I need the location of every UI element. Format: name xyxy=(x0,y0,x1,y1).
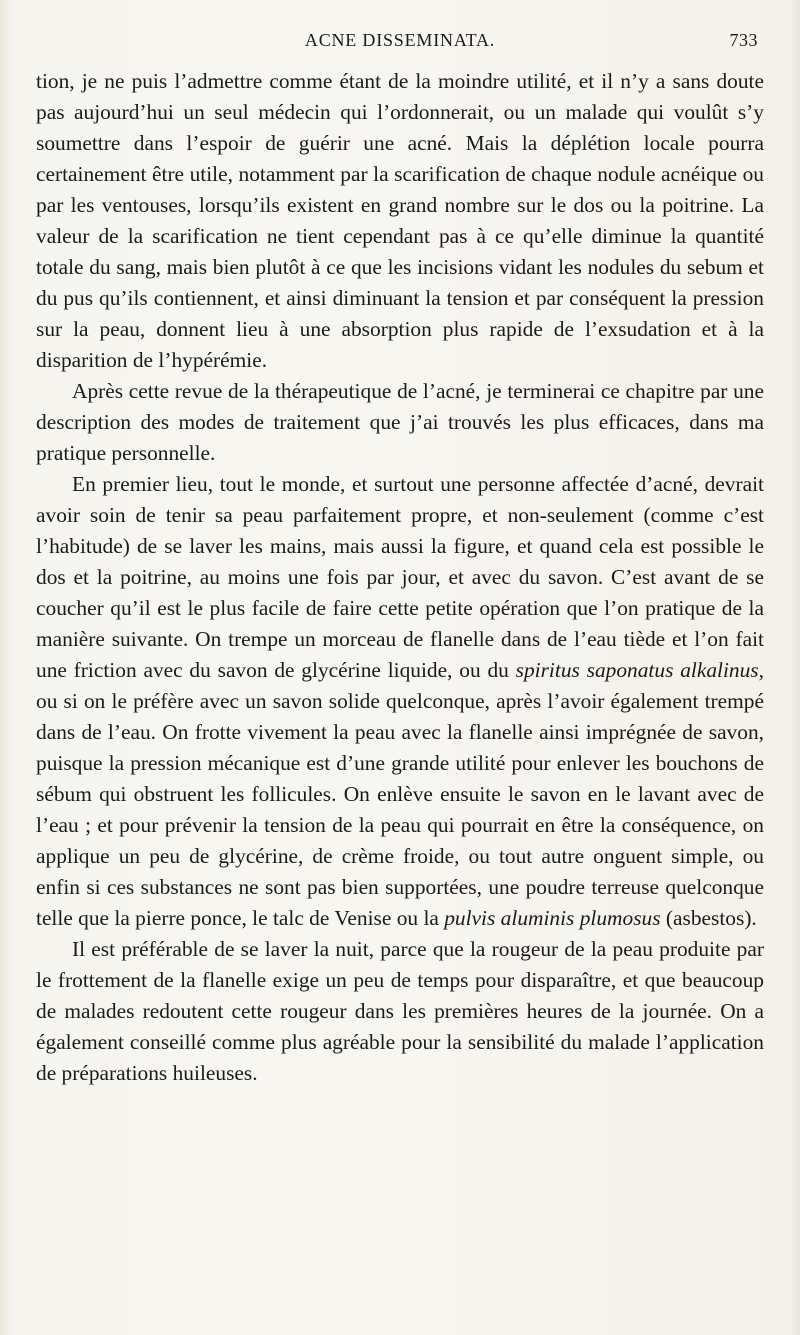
page-number: 733 xyxy=(729,30,758,50)
page-header xyxy=(30,30,770,58)
latin-term-pulvis: pulvis aluminis plumosus xyxy=(444,906,661,930)
paragraph-text: En premier lieu, tout le monde, et surtout une personne affectée d’acné, devrait avoir soin de tenir sa peau parfaitement propre, et non-seulement (comme c’est l’habitude) de se laver les mains, mais aussi la figure, et quand cela est possible le dos et la poitrine, au moins une fois par jour, et avec du savon. C’est avant de se coucher qu’il est le plus facile de faire cette petite opération que l’on pratique de la manière suivante. On trempe un morceau de flanelle dans de l’eau tiède et l’on fait une friction avec du savon de glycérine liquide, ou du xyxy=(36,472,764,682)
paragraph-3 xyxy=(36,469,764,934)
body-text xyxy=(36,66,764,1089)
paragraph-1 xyxy=(36,66,764,376)
paragraph-text: (asbestos). xyxy=(660,906,757,930)
paragraph-text: , ou si on le préfère avec un savon solide quelconque, après l’avoir également trempé dans de l’eau. On frotte vivement la peau avec la flanelle ainsi imprégnée de savon, puisque la pression mécanique est d’une grande utilité pour enlever les bouchons de sébum qui obstruent les follicules. On enlève ensuite le savon en le lavant avec de l’eau ; et pour prévenir la tension de la peau qui pourrait en être la conséquence, on applique un peu de glycérine, de crème froide, ou tout autre onguent simple, ou enfin si ces substances ne sont pas bien supportées, une poudre terreuse quelconque telle que la pierre ponce, le talc de Venise ou la xyxy=(36,658,764,930)
paragraph-text: Il est préférable de se laver la nuit, parce que la rougeur de la peau produite par le frottement de la flanelle exige un peu de temps pour disparaître, et que beaucoup de malades redoutent cette rougeur dans les premières heures de la journée. On a également conseillé comme plus agréable pour la sensibilité du malade l’application de préparations huileuses. xyxy=(36,937,764,1085)
paragraph-text: Après cette revue de la thérapeutique de l’acné, je terminerai ce chapitre par une description des modes de traitement que j’ai trouvés les plus efficaces, dans ma pratique personnelle. xyxy=(36,379,764,465)
paragraph-4 xyxy=(36,934,764,1089)
paragraph-2 xyxy=(36,376,764,469)
paragraph-text: tion, je ne puis l’admettre comme étant de la moindre utilité, et il n’y a sans doute pas aujourd’hui un seul médecin qui l’ordonnerait, ou un malade qui voulût s’y soumettre dans l’espoir de guérir une acné. Mais la déplétion locale pourra certainement être utile, notamment par la scarification de chaque nodule acnéique ou par les ventouses, lorsqu’ils existent en grand nombre sur le dos ou la poitrine. La valeur de la scarification ne tient cependant pas à ce qu’elle diminue la quantité totale du sang, mais bien plutôt à ce que les incisions vidant les nodules du sebum et du pus qu’ils contiennent, et ainsi diminuant la tension et par conséquent la pression sur la peau, donnent lieu à une absorption plus rapide de l’exsudation et à la disparition de l’hypérémie. xyxy=(36,69,764,372)
latin-term-spiritus: spiritus saponatus alkalinus xyxy=(515,658,759,682)
running-title: ACNE DISSEMINATA. xyxy=(304,30,496,50)
